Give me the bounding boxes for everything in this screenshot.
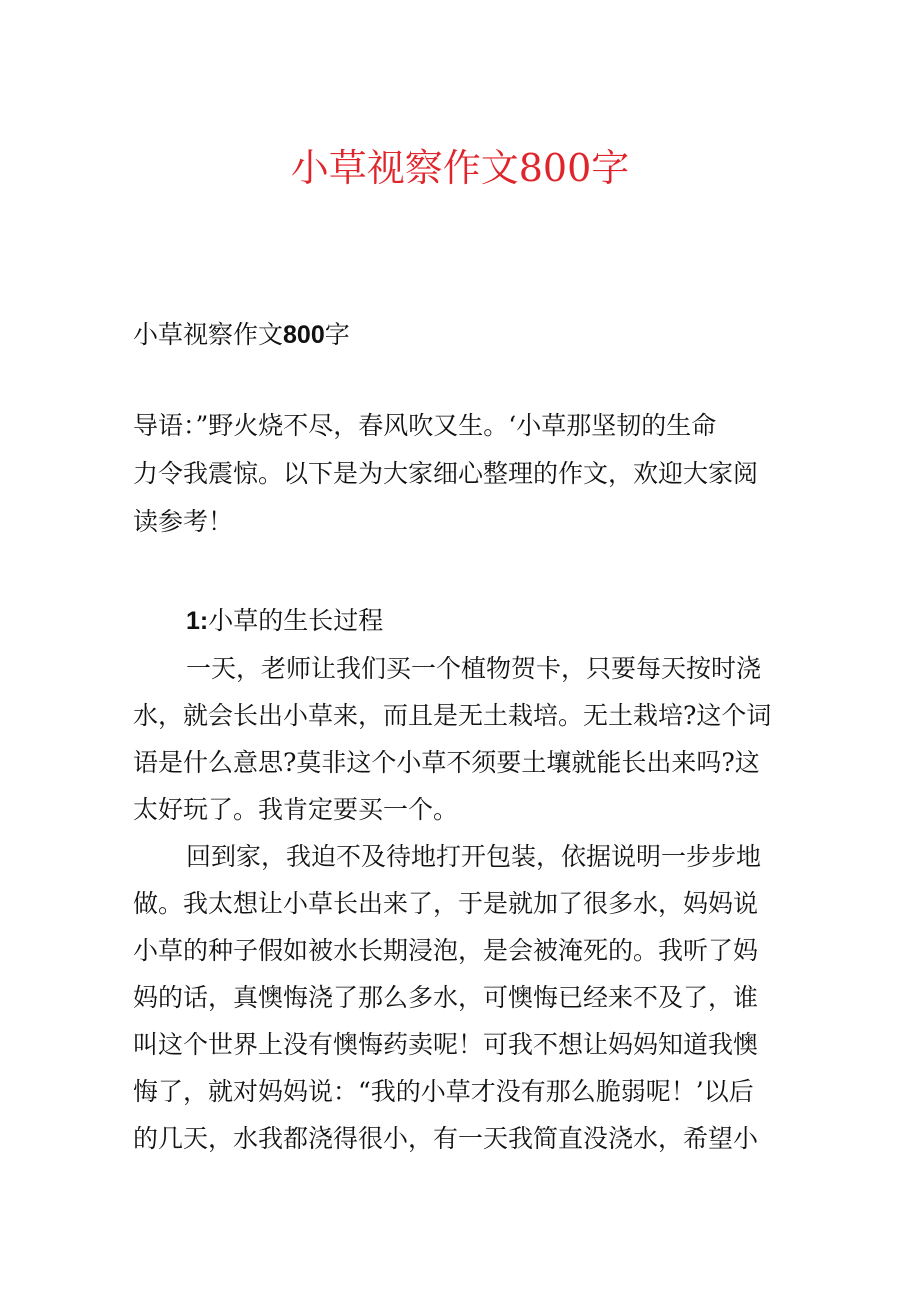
paragraph-line: 叫这个世界上没有懊悔药卖呢！可我不想让妈妈知道我懊	[133, 1030, 759, 1059]
section-title: 小草的生长过程	[208, 606, 384, 635]
section-number: 1:	[186, 607, 209, 635]
subtitle-number: 800	[283, 321, 325, 349]
document-subtitle	[133, 312, 350, 358]
subtitle-prefix: 小草视察作文	[133, 320, 284, 349]
subtitle-suffix: 字	[324, 320, 350, 349]
essay-body	[133, 645, 793, 1162]
intro-paragraph	[133, 402, 793, 546]
intro-line: 力令我震惊。以下是为大家细心整理的作文，欢迎大家阅	[133, 459, 759, 488]
intro-line: 读参考！	[133, 507, 234, 536]
intro-line: 导语：”野火烧不尽，春风吹又生。‘小草那坚韧的生命	[133, 411, 717, 440]
paragraph-line: 太好玩了。我肯定要买一个。	[133, 795, 459, 824]
paragraph-line: 回到家，我迫不及待地打开包装，依据说明一步步地	[186, 842, 762, 871]
document-title: 小草视察作文800字	[290, 146, 630, 190]
paragraph-line: 妈的话，真懊悔浇了那么多水，可懊悔已经来不及了，谁	[133, 983, 759, 1012]
paragraph-line: 一天，老师让我们买一个植物贺卡，只要每天按时浇	[186, 654, 762, 683]
paragraph-line: 做。我太想让小草长出来了，于是就加了很多水，妈妈说	[133, 889, 759, 918]
section-heading	[186, 598, 383, 644]
paragraph-line: 小草的种子假如被水长期浸泡，是会被淹死的。我听了妈	[133, 936, 759, 965]
paragraph-line: 水，就会长出小草来，而且是无土栽培。无土栽培?这个词	[133, 701, 772, 730]
paragraph-line: 悔了，就对妈妈说：“我的小草才没有那么脆弱呢！’以后	[133, 1077, 754, 1106]
paragraph-line: 的几天，水我都浇得很小，有一天我简直没浇水，希望小	[133, 1124, 759, 1153]
paragraph-line: 语是什么意思?莫非这个小草不须要土壤就能长出来吗?这	[133, 748, 760, 777]
